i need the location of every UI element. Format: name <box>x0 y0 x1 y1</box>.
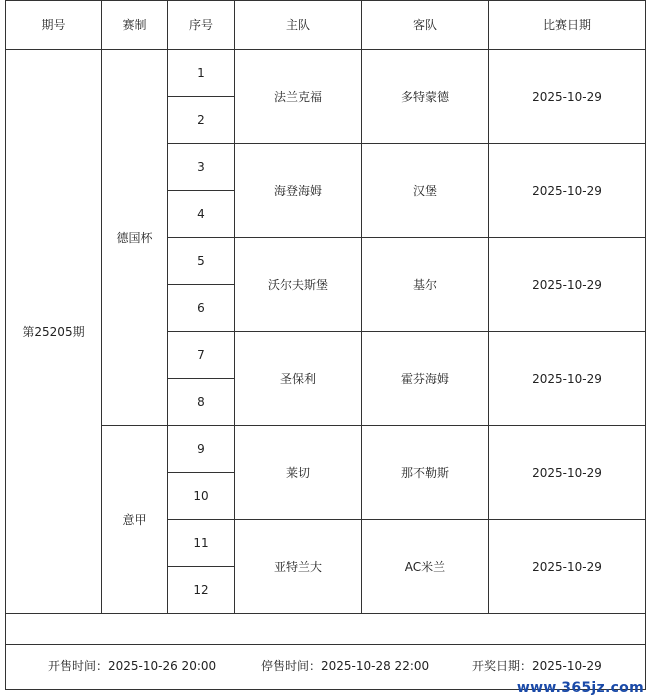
match-date-cell: 2025-10-29 <box>489 426 646 520</box>
match-date-cell: 2025-10-29 <box>489 332 646 426</box>
header-seq: 序号 <box>168 1 235 50</box>
issue-cell: 第25205期 <box>6 50 102 614</box>
seq-cell: 6 <box>168 285 235 332</box>
seq-cell: 11 <box>168 520 235 567</box>
away-team-cell: 霍芬海姆 <box>362 332 489 426</box>
seq-cell: 7 <box>168 332 235 379</box>
home-team-cell: 圣保利 <box>235 332 362 426</box>
seq-cell: 4 <box>168 191 235 238</box>
seq-cell: 3 <box>168 144 235 191</box>
header-date: 比赛日期 <box>489 1 646 50</box>
competition-cell: 德国杯 <box>102 50 168 426</box>
header-away: 客队 <box>362 1 489 50</box>
seq-cell: 2 <box>168 97 235 144</box>
seq-cell: 10 <box>168 473 235 520</box>
draw-date: 开奖日期：2025-10-29 <box>472 659 602 673</box>
seq-cell: 1 <box>168 50 235 97</box>
match-date-cell: 2025-10-29 <box>489 144 646 238</box>
home-team-cell: 法兰克福 <box>235 50 362 144</box>
seq-cell: 12 <box>168 567 235 614</box>
header-home: 主队 <box>235 1 362 50</box>
seq-cell: 8 <box>168 379 235 426</box>
match-date-cell: 2025-10-29 <box>489 50 646 144</box>
away-team-cell: AC米兰 <box>362 520 489 614</box>
away-team-cell: 汉堡 <box>362 144 489 238</box>
sale-start-time: 开售时间：2025-10-26 20:00 <box>48 659 217 673</box>
schedule-table <box>5 0 646 690</box>
home-team-cell: 亚特兰大 <box>235 520 362 614</box>
header-issue: 期号 <box>6 1 102 50</box>
seq-cell: 9 <box>168 426 235 473</box>
away-team-cell: 那不勒斯 <box>362 426 489 520</box>
home-team-cell: 莱切 <box>235 426 362 520</box>
away-team-cell: 多特蒙德 <box>362 50 489 144</box>
match-date-cell: 2025-10-29 <box>489 520 646 614</box>
sale-stop-time: 停售时间：2025-10-28 22:00 <box>261 659 430 673</box>
away-team-cell: 基尔 <box>362 238 489 332</box>
home-team-cell: 沃尔夫斯堡 <box>235 238 362 332</box>
home-team-cell: 海登海姆 <box>235 144 362 238</box>
header-competition: 赛制 <box>102 1 168 50</box>
blank-row <box>6 614 646 645</box>
header-row <box>6 1 646 50</box>
watermark: www.365jz.com <box>516 680 644 696</box>
match-date-cell: 2025-10-29 <box>489 238 646 332</box>
seq-cell: 5 <box>168 238 235 285</box>
blank-cell <box>6 614 646 645</box>
competition-cell: 意甲 <box>102 426 168 614</box>
